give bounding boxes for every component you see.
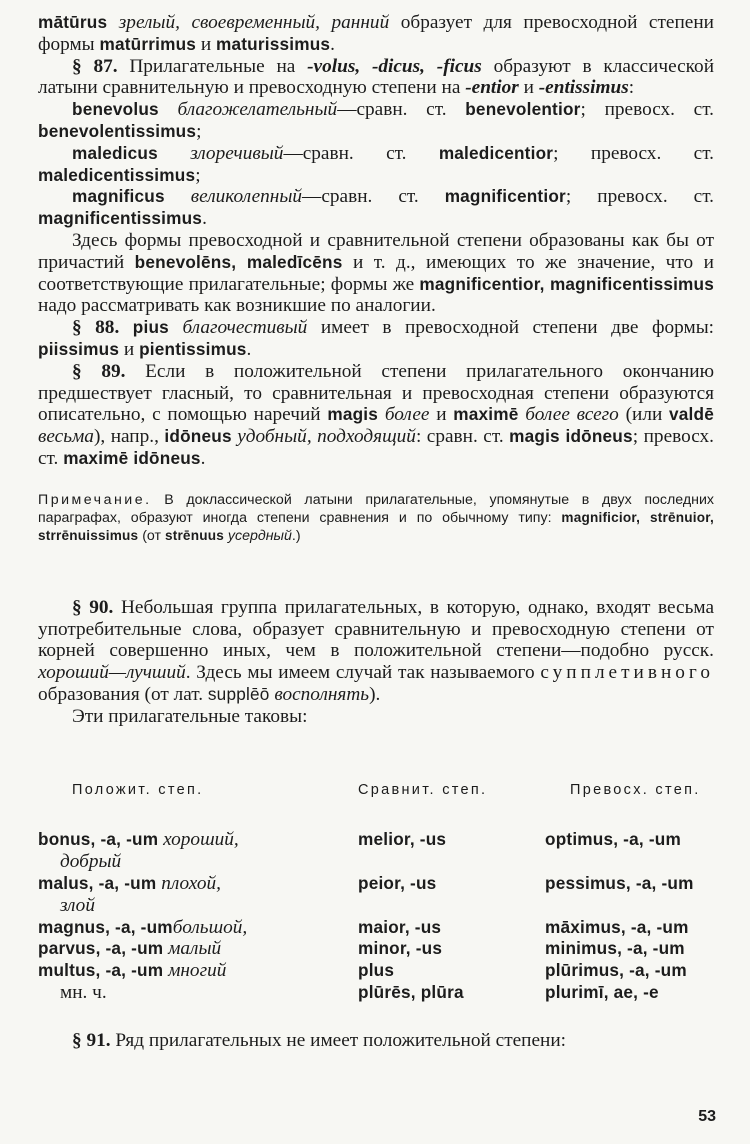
positive-cell	[38, 917, 358, 939]
latin-word: valdē	[669, 404, 714, 425]
comparative-cell: peior, -us	[358, 872, 437, 893]
comparative-cell: plūrēs, plūra	[358, 981, 464, 1002]
latin-word: magis idōneus	[509, 426, 633, 447]
russian-gloss: многий	[168, 960, 227, 982]
latin-word: pientissimus	[139, 338, 247, 359]
russian-gloss: зрелый, своевременный, ранний	[118, 12, 390, 33]
comparative-cell: minor, -us	[358, 938, 443, 959]
section-number: § 89.	[72, 360, 126, 382]
comparative-cell: melior, -us	[358, 829, 447, 850]
latin-word: parvus, -a, -um	[38, 938, 164, 959]
table-row-continuation	[38, 851, 714, 873]
latin-word: malus, -a, -um	[38, 872, 157, 893]
section-88: § 88. pius благочестивый имеет в превосходной степени две формы: piissimus и pientissimus.	[38, 317, 715, 360]
table-row	[38, 960, 714, 982]
russian-gloss: усердный	[227, 527, 292, 544]
latin-word: mātūrus	[38, 12, 108, 32]
table-row	[38, 873, 714, 895]
column-header-superlative: Превосх. степ.	[570, 781, 701, 798]
latin-word: supplēō	[207, 683, 270, 704]
superlative-cell: māximus, -a, -um	[545, 916, 689, 937]
superlative-cell: plūrimus, -a, -um	[545, 960, 687, 981]
russian-gloss: малый	[168, 938, 222, 960]
latin-word: benevolēns, maledīcēns	[134, 251, 343, 272]
degree-table	[38, 829, 714, 1003]
table-row	[38, 982, 714, 1004]
positive-cell	[38, 829, 358, 851]
table-row	[38, 917, 714, 939]
section-87: § 87. Прилагательные на -volus, -dicus, -ficus образуют в классической латыни сравнительную и превосходную степени на -entior и -entissimus:	[38, 55, 715, 99]
latin-word: matūrrimus	[99, 33, 197, 54]
latin-word: benevolentissimus	[38, 120, 197, 141]
latin-word: bonus, -a, -um	[38, 829, 159, 850]
table-row-continuation	[38, 895, 714, 917]
suffix: -entissimus	[538, 77, 629, 99]
column-header-comparative: Сравнит. степ.	[358, 781, 488, 798]
latin-word: piissimus	[38, 338, 120, 359]
latin-word: idōneus	[164, 426, 232, 447]
note-label: Примечание.	[38, 491, 152, 508]
russian-gloss: более	[384, 404, 430, 426]
latin-word: maximē idōneus	[63, 447, 201, 468]
plural-label: мн. ч.	[60, 981, 107, 1003]
latin-word: maledicus	[72, 142, 158, 163]
superlative-cell: optimus, -a, -um	[545, 829, 681, 850]
table-row	[38, 938, 714, 960]
latin-word: multus, -a, -um	[38, 960, 164, 981]
russian-gloss: плохой,	[161, 872, 221, 894]
positive-cell	[38, 938, 358, 960]
note-paragraph: Примечание. В доклассической латыни прилагательные, упомянутые в двух последних параграфах, образуют иногда степени сравнения и по обычному типу: magnificior, strēnuior, strrēnuissimus (от strēnuus усердный.)	[38, 491, 714, 544]
section-number: § 91.	[72, 1029, 111, 1051]
column-header-positive: Положит. степ.	[72, 781, 204, 798]
latin-word: magnificentissimus	[38, 208, 203, 229]
russian-gloss: злой	[60, 894, 95, 916]
positive-cell	[38, 873, 358, 895]
latin-word: maturissimus	[216, 33, 331, 54]
latin-word: magnificentior	[444, 186, 566, 207]
section-90: § 90. Небольшая группа прилагательных, в которую, однако, входят весьма употребительные слова, образует сравнительную и превосходную степени от корней совершенно иных, чем в положительной степени—подобно русск. хороший—лучший. Здесь мы имеем случай так называемого супплетивного образования (от лат. supplēō восполнять).	[38, 596, 715, 705]
superlative-cell: plurimī, ae, -e	[545, 981, 659, 1002]
russian-gloss: восполнять	[274, 683, 370, 705]
latin-word: maledicentior	[438, 142, 554, 163]
suffix: -entior	[465, 77, 519, 99]
russian-gloss: удобный, подходящий	[237, 426, 416, 448]
section-number: § 87.	[72, 55, 118, 77]
section-91: § 91. Ряд прилагательных не имеет положительной степени:	[72, 1029, 567, 1051]
suffix: -volus, -dicus, -ficus	[307, 55, 482, 77]
latin-word: maximē	[453, 404, 519, 425]
latin-word: magnus, -a, -um	[38, 916, 173, 937]
russian-gloss: благочестивый	[182, 317, 308, 339]
russian-gloss: благожелательный	[177, 99, 338, 121]
comparative-cell: plus	[358, 960, 395, 981]
comparative-cell: maior, -us	[358, 916, 442, 937]
latin-word: strēnuus	[164, 527, 224, 543]
latin-word: pius	[132, 317, 169, 338]
explanation-paragraph: Здесь формы превосходной и сравнительной степени образованы как бы от причастий benevolēns, maledīcēns и т. д., имеющих то же значение, что и соответствующие прилагательные; формы же magnificentior, magnificentissimus надо рассматривать как возникшие по аналогии.	[38, 229, 715, 317]
latin-word: benevolus	[72, 99, 159, 120]
latin-word: magnificus	[72, 186, 165, 207]
table-row	[38, 829, 714, 851]
example-magnificus: magnificus великолепный—сравн. ст. magnificentior; превосх. ст. magnificentissimus.	[38, 186, 714, 230]
russian-gloss: злоречивый	[190, 142, 284, 164]
latin-word: magis	[327, 404, 379, 425]
superlative-cell: pessimus, -a, -um	[545, 872, 694, 893]
positive-cell	[38, 960, 358, 982]
table-header	[38, 780, 714, 802]
page-number: 53	[698, 1108, 716, 1125]
example-maledicus: maledicus злоречивый—сравн. ст. maledicentior; превосх. ст. maledicentissimus;	[38, 142, 714, 186]
superlative-cell: minimus, -a, -um	[545, 938, 685, 959]
russian-gloss: более всего	[525, 404, 619, 426]
russian-gloss: большой,	[172, 916, 248, 938]
spaced-term: супплетивного	[540, 662, 714, 684]
latin-word: magnificentior, magnificentissimus	[419, 273, 715, 294]
example-benevolus: benevolus благожелательный—сравн. ст. benevolentior; превосх. ст. benevolentissimus;	[38, 99, 715, 142]
latin-word: magnificior, strēnuior, strrēnuissimus	[38, 509, 714, 543]
russian-gloss: великолепный	[190, 186, 303, 208]
section-number: § 90.	[72, 596, 114, 618]
latin-word: maledicentissimus	[38, 164, 196, 185]
latin-word: benevolentior	[465, 99, 581, 120]
russian-gloss: хороший—лучший	[38, 662, 186, 684]
section-number: § 88.	[72, 317, 120, 339]
russian-gloss: добрый	[60, 851, 122, 873]
table-intro: Эти прилагательные таковы:	[72, 705, 308, 727]
paragraph-maturus: mātūrus зрелый, своевременный, ранний образует для превосходной степени формы matūrrimus и maturissimus.	[38, 12, 714, 55]
section-89: § 89. Если в положительной степени прилагательного окончанию предшествует гласный, то сравнительная и превосходная степени образуются описательно, с помощью наречий magis более и maximē более всего (или valdē весьма), напр., idōneus удобный, подходящий: сравн. ст. magis idōneus; превосх. ст. maximē idōneus.	[38, 360, 715, 469]
russian-gloss: весьма	[38, 426, 94, 448]
russian-gloss: хороший,	[163, 829, 239, 851]
